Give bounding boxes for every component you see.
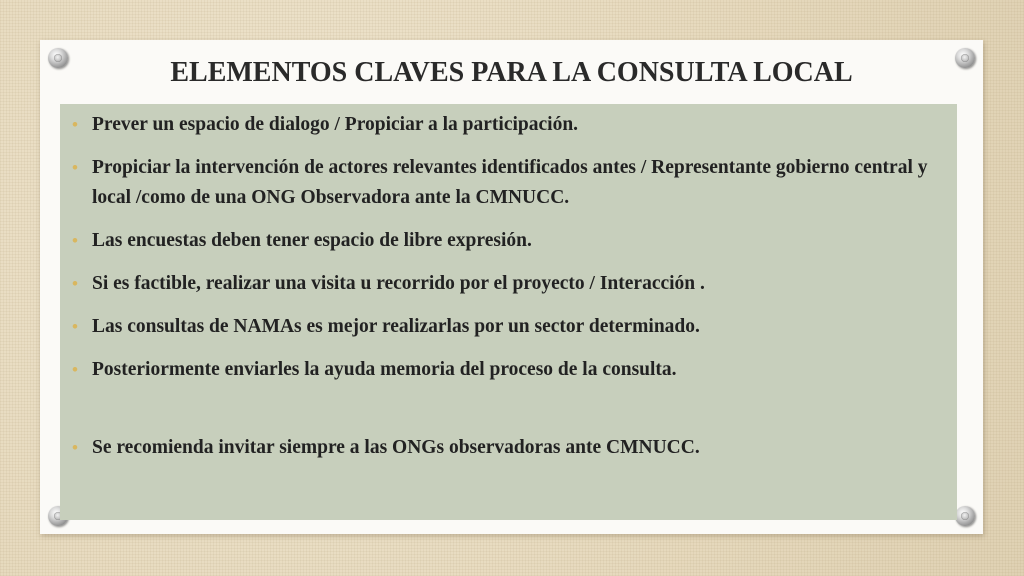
bullet-item (72, 153, 939, 213)
bullet-text: Prever un espacio de dialogo / Propiciar a la participación. (92, 114, 579, 135)
pin-bottom-right-icon (955, 506, 975, 526)
bullet-dot-icon: • (72, 438, 78, 457)
bullet-text: Posteriormente enviarles la ayuda memoria del proceso de la consulta. (92, 359, 677, 380)
bullet-item (72, 355, 939, 385)
bullet-dot-icon: • (72, 115, 78, 134)
bullet-list (60, 104, 957, 463)
slide-title: ELEMENTOS CLAVES PARA LA CONSULTA LOCAL (170, 57, 853, 88)
bullet-text: Las encuestas deben tener espacio de libre expresión. (92, 230, 532, 251)
bullet-item (72, 269, 939, 299)
bullet-dot-icon: • (72, 317, 78, 336)
bullet-dot-icon: • (72, 231, 78, 250)
bullet-item (72, 110, 939, 140)
bullet-text: Si es factible, realizar una visita u recorrido por el proyecto / Interacción . (92, 273, 705, 294)
bullet-text: Las consultas de NAMAs es mejor realizarlas por un sector determinado. (92, 316, 700, 337)
bullet-item (72, 433, 939, 463)
bullet-item (72, 312, 939, 342)
bullet-dot-icon: • (72, 360, 78, 379)
slide-card (40, 40, 983, 534)
bullet-dot-icon: • (72, 274, 78, 293)
bullet-item (72, 226, 939, 256)
bullet-text: Propiciar la intervención de actores relevantes identificados antes / Representante gobierno central y local /como de una ONG Observadora ante la CMNUCC. (92, 157, 928, 208)
bullet-text: Se recomienda invitar siempre a las ONGs observadoras ante CMNUCC. (92, 437, 700, 458)
bullet-dot-icon: • (72, 158, 78, 177)
content-box (60, 104, 957, 520)
